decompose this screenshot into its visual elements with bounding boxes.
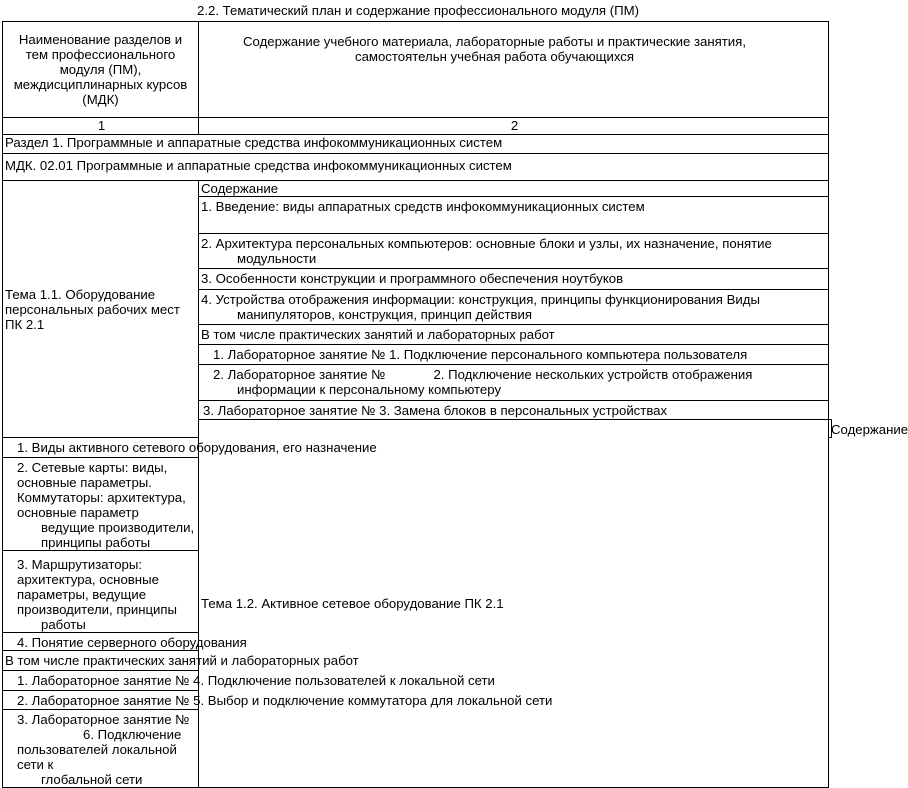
list-item-line: ведущие производители, принципы работы [41,520,195,550]
list-item-line: 2. Подключение нескольких устройств отображения [433,367,753,382]
list-item-line: работы [41,617,86,632]
list-item-line: модульности [237,251,317,266]
lab-item: 2. Лабораторное занятие № 5. Выбор и подключение коммутатора для локальной сети [3,691,199,710]
list-item-line: 6. Подключение пользователей локальной сети к [17,727,182,772]
lab-item [199,365,829,401]
list-item-line: 3. Лабораторное занятие № [17,712,190,727]
list-item [3,458,199,551]
list-item-line: 4. Устройства отображения информации: конструкция, принципы функционирования Виды [201,292,760,307]
list-item-line: 2. Архитектура персональных компьютеров: основные блоки и узлы, их назначение, понятие [201,236,772,251]
list-item-line: 2. Сетевые карты: виды, основные параметры. Коммутаторы: архитектура, основные параметр [17,460,186,520]
mdk-row [3,154,832,181]
section-row [3,135,832,154]
topic-1-1-name: Тема 1.1. Оборудование персональных рабочих мест ПК 2.1 [3,181,199,438]
header-num2: 2 [199,118,829,135]
header-col2: Содержание учебного материала, лабораторные работы и практические занятия, самостоятельн учебная работа обучающихся [199,22,829,118]
list-item: 4. Понятие серверного оборудования [3,633,199,651]
list-item [199,290,829,325]
list-item-line: манипуляторов, конструкция, принцип действия [237,307,533,322]
lab-item [3,710,199,788]
topic-1-2-name: Тема 1.2. Активное сетевое оборудование ПК 2.1 [199,420,829,788]
practice-label: В том числе практических занятий и лабораторных работ [199,325,829,345]
content-label: Содержание [829,420,832,438]
list-item [3,551,199,633]
lab-item: 1. Лабораторное занятие № 1. Подключение персонального компьютера пользователя [199,345,829,365]
lab-item: 1. Лабораторное занятие № 4. Подключение пользователей к локальной сети [3,671,199,691]
list-item-line: информации к персональному компьютеру [237,382,502,397]
list-item-line: глобальной сети [41,772,143,787]
table-row [3,181,832,197]
list-item-line: 3. Маршрутизаторы: архитектура, основные параметры, ведущие производители, принципы [17,557,178,617]
header-col1: Наименование разделов и тем профессионального модуля (ПМ), междисциплинарных курсов (МДК) [3,22,199,118]
list-item: 1. Виды активного сетевого оборудования, его назначение [3,438,199,458]
thematic-plan-table [2,21,908,788]
lab-item: 3. Лабораторное занятие № 3. Замена блоков в персональных устройствах [199,401,829,420]
list-item: 3. Особенности конструкции и программного обеспечения ноутбуков [199,269,829,290]
content-label: Содержание [199,181,829,197]
mdk-title: МДК. 02.01 Программные и аппаратные средства инфокоммуникационных систем [3,154,829,181]
header-num1: 1 [3,118,199,135]
practice-label: В том числе практических занятий и лабораторных работ [3,651,199,671]
list-item: 1. Введение: виды аппаратных средств инфокоммуникационных систем [199,197,829,234]
number-row [3,118,832,135]
document-title: 2.2. Тематический план и содержание профессионального модуля (ПМ) [197,3,639,18]
list-item [199,234,829,269]
section-title: Раздел 1. Программные и аппаратные средства инфокоммуникационных систем [3,135,829,154]
list-item-line: 2. Лабораторное занятие № [213,367,386,382]
header-row [3,22,832,118]
